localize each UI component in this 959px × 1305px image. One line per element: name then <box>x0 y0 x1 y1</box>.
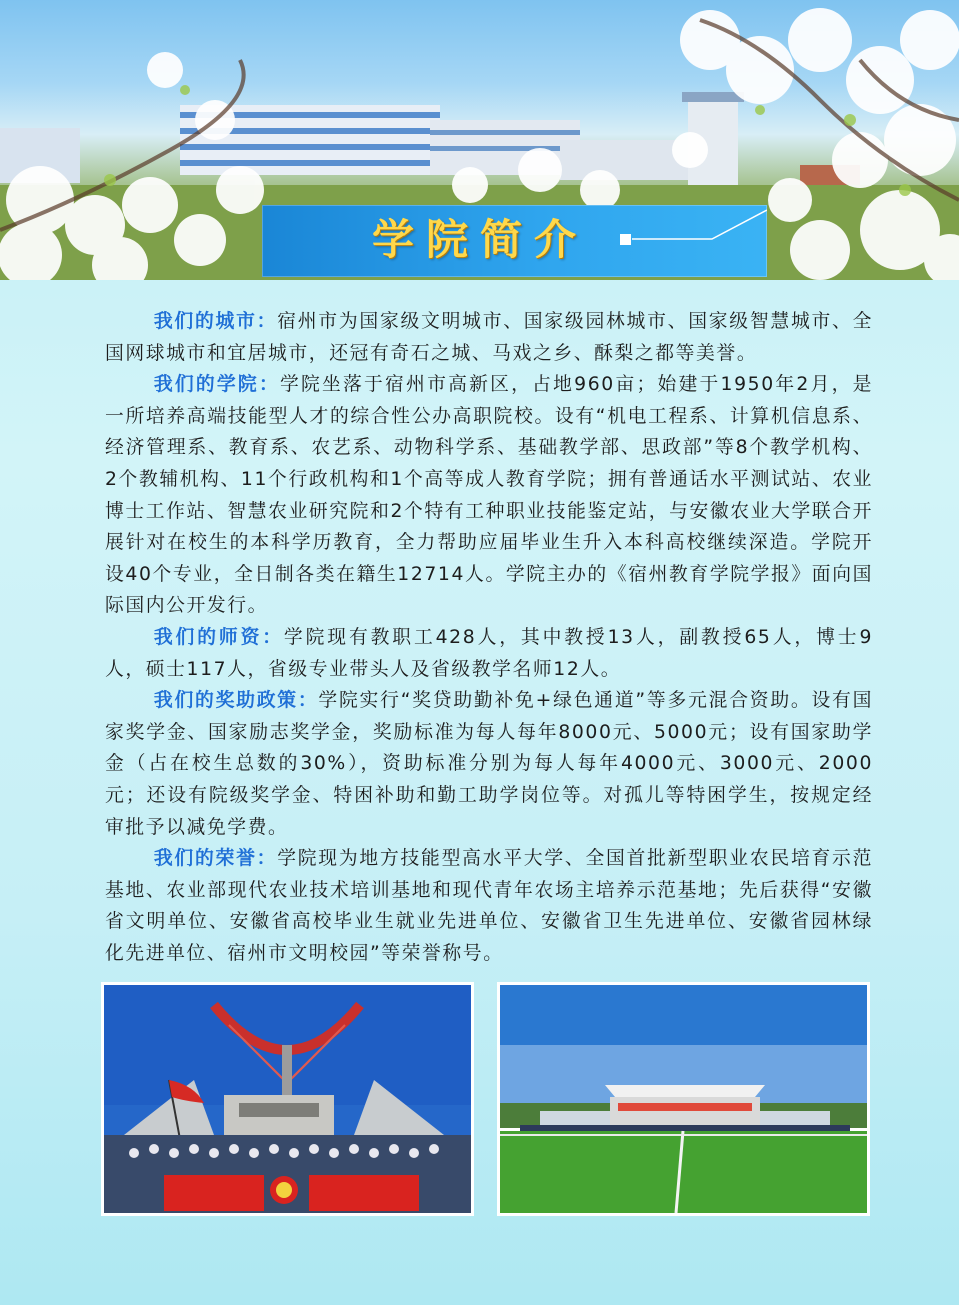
section-body: 学院坐落于宿州市高新区，占地960亩；始建于1950年2月，是一所培养高端技能型人才的综合性公办高职院校。设有“机电工程系、计算机信息系、经济管理系、教育系、农艺系、动物科学系、基础教学部、思政部”等8个教学机构、2个教辅机构、11个行政机构和1个高等成人教育学院；拥有普通话水平测试站、农业博士工作站、智慧农业研究院和2个特有工种职业技能鉴定站，与安徽农业大学联合开展针对在校生的本科学历教育，全力帮助应届毕业生升入本科高校继续深造。学院开设40个专业，全日制各类在籍生12714人。学院主办的《宿州教育学院学报》面向国际国内公开发行。 <box>105 374 873 617</box>
section-financial-aid <box>105 685 873 843</box>
section-honors <box>105 843 873 969</box>
sports-field-with-grandstand <box>500 985 867 1213</box>
section-heading: 我们的奖助政策： <box>153 690 319 712</box>
section-heading: 我们的荣誉： <box>153 848 278 870</box>
section-body: 学院现有教职工428人，其中教授13人，副教授65人，博士9人，硕士117人，省级专业带头人及省级教学名师12人。 <box>105 626 873 680</box>
introduction-text <box>105 306 873 969</box>
title-decoration-dot <box>620 234 631 245</box>
section-city <box>105 306 873 369</box>
section-heading: 我们的学院： <box>153 374 280 396</box>
section-faculty <box>105 622 873 685</box>
section-heading: 我们的城市： <box>153 311 278 332</box>
section-body: 学院现为地方技能型高水平大学、全国首批新型职业农民培育示范基地、农业部现代农业技术培训基地和现代青年农场主培养示范基地；先后获得“安徽省文明单位、安徽省高校毕业生就业先进单位、安徽省卫生先进单位、安徽省园林绿化先进单位、宿州市文明校园”等荣誉称号。 <box>105 848 873 964</box>
section-body: 学院实行“奖贷助勤补免+绿色通道”等多元混合资助。设有国家奖学金、国家励志奖学金，奖励标准为每人每年8000元、5000元；设有国家助学金（占在校生总数的30%），资助标准分别为每人每年4000元、3000元、2000元；还设有院级奖学金、特困补助和勤工助学岗位等。对孤儿等特困学生，按规定经审批予以减免学费。 <box>105 690 873 838</box>
section-college <box>105 369 873 622</box>
section-heading: 我们的师资： <box>153 626 284 648</box>
group-photo-at-campus-gate <box>104 985 471 1213</box>
title-decoration-line <box>632 208 767 240</box>
page-title: 学院简介 <box>372 215 589 264</box>
section-body: 宿州市为国家级文明城市、国家级园林城市、国家级智慧城市、全国网球城市和宜居城市，还冠有奇石之城、马戏之乡、酥梨之都等美誉。 <box>105 311 873 364</box>
